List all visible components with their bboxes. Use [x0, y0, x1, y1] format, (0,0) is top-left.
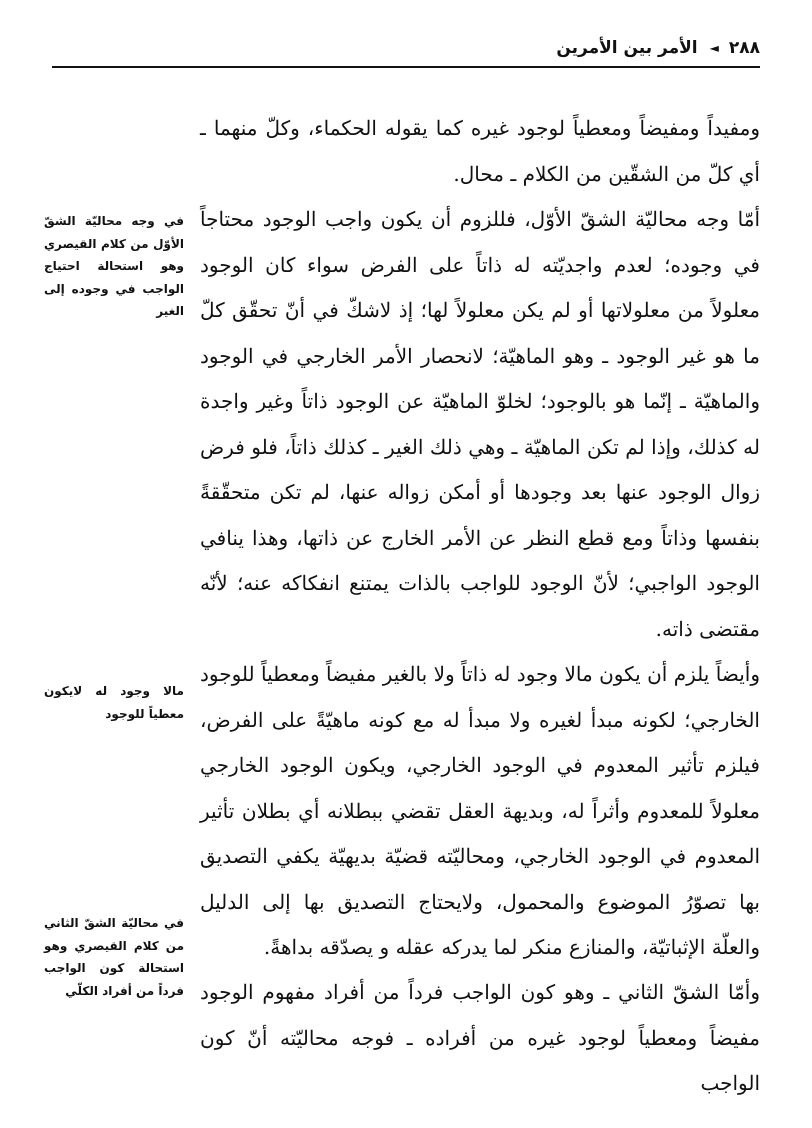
- running-title: الأمر بين الأمرين: [556, 38, 698, 58]
- paragraph-1: ومفيداً ومفيضاً ومعطياً لوجود غيره كما يقوله الحكماء، وكلّ منهما ـ أي كلّ من الشقّين من الكلام ـ محال.: [200, 116, 760, 186]
- header-arrow-icon: ◄: [709, 41, 719, 55]
- margin-note-2: مالا وجود له لايكون معطياً للوجود: [44, 684, 184, 721]
- margin-note-3: في محاليّة الشقّ الثاني من كلام القيصري وهو استحالة كون الواجب فرداً من أفراد الكلّي: [44, 916, 184, 998]
- margin-note-1: في وجه محاليّة الشقّ الأوّل من كلام القيصري وهو استحالة احتياج الواجب في وجوده إلى الغير: [44, 214, 184, 318]
- paragraph-4: وأمّا الشقّ الثاني ـ وهو كون الواجب فرداً من أفراد مفهوم الوجود مفيضاً ومعطياً لوجود غيره من أفراده ـ فوجه محاليّته أنّ كون الواجب: [200, 980, 760, 1095]
- page-number: ٢٨٨: [728, 38, 760, 58]
- paragraph-3: وأيضاً يلزم أن يكون مالا وجود له ذاتاً ولا بالغير مفيضاً ومعطياً للوجود الخارجي؛ لكونه مبدأ لغيره ولا مبدأ له مع كونه ماهيّةً على الفرض، فيلزم تأثير المعدوم في الوجود الخارجي، ويكون الوجود الخارجي معلولاً للمعدوم وأثراً له، وبديهة العقل تقضي ببطلانه أي بطلان تأثير المعدوم في الوجود الخارجي، ومحاليّته قضيّة بديهيّة يكفي التصديق بها تصوّرُ الموضوع والمحمول، ولايحتاج التصديق بها إلى الدليل والعلّة الإثباتيّة، والمنازع منكر لما يدركه عقله و يصدّقه بداهةً.: [200, 662, 760, 959]
- header-rule: [52, 66, 760, 68]
- running-header: [52, 34, 760, 62]
- paragraph-2: أمّا وجه محاليّة الشقّ الأوّل، فللزوم أن يكون واجب الوجود محتاجاً في وجوده؛ لعدم واجديّته له ذاتاً على الفرض سواء كان الوجود معلولاً من معلولاتها أو لم يكن معلولاً لها؛ إذ لاشكّ في أنّ تحقّق كلّ ما هو غير الوجود ـ وهو الماهيّة؛ لانحصار الأمر الخارجي في الوجود والماهيّة ـ إنّما هو بالوجود؛ لخلوّ الماهيّة عن الوجود ذاتاً وغير واجدة له كذلك، وإذا لم تكن الماهيّة ـ وهي ذلك الغير ـ كذلك ذاتاً، فلو فرض زوال الوجود عنها بعد وجودها أو أمكن زواله عنها، لم تكن متحقّقةً بنفسها وذاتاً ومع قطع النظر عن الأمر الخارج عن ذاتها، وهذا ينافي الوجود الواجبي؛ لأنّ الوجود للواجب بالذات يمتنع انفكاكه عنه؛ لأنّه مقتضى ذاته.: [200, 207, 760, 641]
